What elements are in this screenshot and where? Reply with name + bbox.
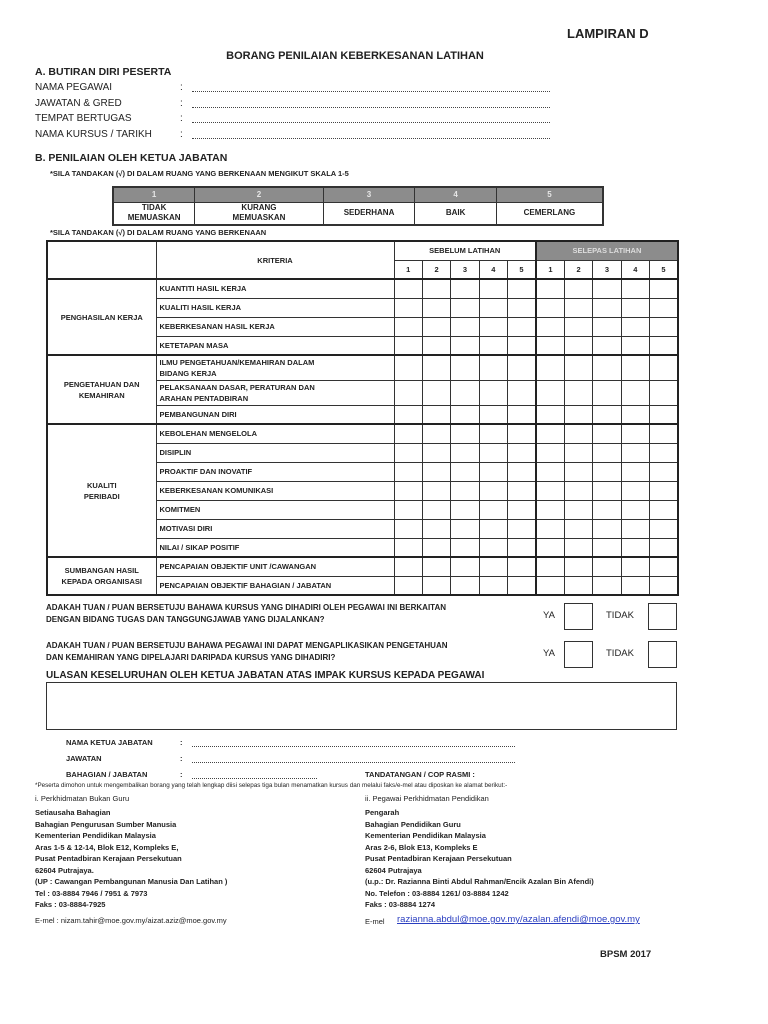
selepas-score-cell-4[interactable] [621, 557, 649, 576]
section-b-heading: B. PENILAIAN OLEH KETUA JABATAN [35, 152, 228, 164]
sebelum-score-cell-3[interactable] [451, 462, 479, 481]
field-label: TEMPAT BERTUGAS [35, 113, 132, 124]
yes-label: YA [543, 610, 555, 621]
sebelum-score-cell-4[interactable] [479, 519, 507, 538]
selepas-score-cell-1[interactable] [536, 519, 564, 538]
bahagian-field[interactable] [192, 772, 317, 779]
selepas-score-cell-3[interactable] [593, 576, 621, 595]
selepas-score-cell-4[interactable] [621, 500, 649, 519]
yes-checkbox[interactable] [564, 641, 593, 668]
sebelum-score-cell-1[interactable] [394, 279, 422, 298]
score-header: 3 [593, 260, 621, 279]
sebelum-score-cell-3[interactable] [451, 424, 479, 443]
sebelum-score-cell-5[interactable] [508, 557, 536, 576]
sebelum-score-cell-4[interactable] [479, 443, 507, 462]
selepas-score-cell-2[interactable] [564, 500, 592, 519]
criteria-cell: KUANTITI HASIL KERJA [156, 279, 394, 298]
sebelum-score-cell-2[interactable] [422, 481, 450, 500]
selepas-score-cell-4[interactable] [621, 424, 649, 443]
selepas-score-cell-4[interactable] [621, 298, 649, 317]
sebelum-score-cell-4[interactable] [479, 279, 507, 298]
selepas-score-cell-1[interactable] [536, 336, 564, 355]
sebelum-score-cell-5[interactable] [508, 380, 536, 405]
sebelum-score-cell-5[interactable] [508, 317, 536, 336]
score-header: 4 [621, 260, 649, 279]
sebelum-score-cell-2[interactable] [422, 298, 450, 317]
scale-label: BAIK [415, 202, 497, 225]
criteria-cell: PENCAPAIAN OBJEKTIF UNIT /CAWANGAN [156, 557, 394, 576]
selepas-score-cell-4[interactable] [621, 462, 649, 481]
sebelum-score-cell-5[interactable] [508, 443, 536, 462]
score-header: 5 [508, 260, 536, 279]
form-title: BORANG PENILAIAN KEBERKESANAN LATIHAN [226, 50, 484, 62]
selepas-score-cell-1[interactable] [536, 443, 564, 462]
sebelum-score-cell-5[interactable] [508, 405, 536, 424]
colon: : [180, 113, 183, 124]
sebelum-score-cell-2[interactable] [422, 538, 450, 557]
selepas-score-cell-5[interactable] [650, 500, 678, 519]
scale-label: KURANG MEMUASKAN [195, 202, 323, 225]
evaluation-table [46, 240, 679, 596]
sebelum-score-cell-3[interactable] [451, 481, 479, 500]
scale-label: SEDERHANA [323, 202, 415, 225]
selepas-score-cell-4[interactable] [621, 279, 649, 298]
sebelum-score-cell-4[interactable] [479, 298, 507, 317]
selepas-score-cell-1[interactable] [536, 576, 564, 595]
selepas-score-cell-3[interactable] [593, 519, 621, 538]
sebelum-score-cell-4[interactable] [479, 317, 507, 336]
selepas-score-cell-3[interactable] [593, 462, 621, 481]
sebelum-score-cell-4[interactable] [479, 557, 507, 576]
selepas-score-cell-3[interactable] [593, 298, 621, 317]
selepas-score-cell-2[interactable] [564, 462, 592, 481]
selepas-score-cell-1[interactable] [536, 557, 564, 576]
sebelum-score-cell-1[interactable] [394, 576, 422, 595]
selepas-score-cell-5[interactable] [650, 424, 678, 443]
footnote: *Peserta dimohon untuk mengembalikan borang yang telah lengkap diisi selepas tiga bulan menamatkan kursus dan melalui faks/e-mel atau diposkan ke alamat berikut:- [35, 782, 508, 789]
selepas-score-cell-2[interactable] [564, 279, 592, 298]
jawatan-field[interactable] [192, 756, 515, 763]
sebelum-score-cell-3[interactable] [451, 317, 479, 336]
no-checkbox[interactable] [648, 603, 677, 630]
selepas-score-cell-4[interactable] [621, 519, 649, 538]
table-row [47, 424, 678, 443]
sebelum-score-cell-1[interactable] [394, 557, 422, 576]
selepas-score-cell-1[interactable] [536, 279, 564, 298]
selepas-score-cell-4[interactable] [621, 317, 649, 336]
sebelum-score-cell-2[interactable] [422, 557, 450, 576]
selepas-score-cell-3[interactable] [593, 355, 621, 380]
selepas-score-cell-5[interactable] [650, 519, 678, 538]
selepas-score-cell-5[interactable] [650, 380, 678, 405]
criteria-cell: MOTIVASI DIRI [156, 519, 394, 538]
sebelum-score-cell-4[interactable] [479, 500, 507, 519]
email-right-label: E-mel [365, 917, 385, 926]
address-right: Pengarah Bahagian Pendidikan Guru Kementerian Pendidikan Malaysia Aras 2-6, Blok E13, Kompleks E Pusat Pentadbiran Kerajaan Persekutuan 62604 Putrajaya (u.p.: Dr. Razianna Binti Abdul Rahman/Encik Azalan Bin Afendi) No. Telefon : 03-8884 1261/ 03-8884 1242 Faks : 03-8884 1274 [365, 808, 594, 909]
selepas-score-cell-2[interactable] [564, 317, 592, 336]
selepas-score-cell-2[interactable] [564, 355, 592, 380]
criteria-cell: KEBERKESANAN KOMUNIKASI [156, 481, 394, 500]
scale-label: TIDAK MEMUASKAN [113, 202, 195, 225]
selepas-score-cell-5[interactable] [650, 557, 678, 576]
scale-label: CEMERLANG [496, 202, 603, 225]
sebelum-score-cell-3[interactable] [451, 279, 479, 298]
selepas-score-cell-4[interactable] [621, 380, 649, 405]
selepas-score-cell-5[interactable] [650, 405, 678, 424]
email-left[interactable]: E-mel : nizam.tahir@moe.gov.my/aizat.aziz@moe.gov.my [35, 916, 227, 925]
sebelum-score-cell-4[interactable] [479, 336, 507, 355]
score-header: 2 [422, 260, 450, 279]
sebelum-score-cell-5[interactable] [508, 462, 536, 481]
sebelum-score-cell-3[interactable] [451, 355, 479, 380]
ulasan-textarea[interactable] [46, 682, 677, 730]
sebelum-score-cell-2[interactable] [422, 317, 450, 336]
selepas-score-cell-5[interactable] [650, 443, 678, 462]
scale-number: 1 [113, 187, 195, 202]
sebelum-score-cell-3[interactable] [451, 405, 479, 424]
jawatan-label: JAWATAN [66, 754, 102, 763]
sebelum-score-cell-5[interactable] [508, 298, 536, 317]
selepas-score-cell-1[interactable] [536, 380, 564, 405]
table-row [47, 279, 678, 298]
sebelum-score-cell-3[interactable] [451, 298, 479, 317]
scale-number: 4 [415, 187, 497, 202]
score-header: 3 [451, 260, 479, 279]
field-input[interactable] [192, 115, 550, 123]
sebelum-score-cell-5[interactable] [508, 279, 536, 298]
selepas-score-cell-2[interactable] [564, 298, 592, 317]
selepas-score-cell-3[interactable] [593, 557, 621, 576]
no-checkbox[interactable] [648, 641, 677, 668]
yes-checkbox[interactable] [564, 603, 593, 630]
criteria-cell: PROAKTIF DAN INOVATIF [156, 462, 394, 481]
sebelum-score-cell-2[interactable] [422, 500, 450, 519]
sebelum-score-cell-4[interactable] [479, 538, 507, 557]
selepas-score-cell-4[interactable] [621, 405, 649, 424]
criteria-cell: PENCAPAIAN OBJEKTIF BAHAGIAN / JABATAN [156, 576, 394, 595]
selepas-latihan-header: SELEPAS LATIHAN [536, 241, 678, 260]
sebelum-latihan-header: SEBELUM LATIHAN [394, 241, 536, 260]
sebelum-score-cell-1[interactable] [394, 519, 422, 538]
selepas-score-cell-4[interactable] [621, 355, 649, 380]
category-cell: KUALITI PERIBADI [47, 424, 156, 557]
criteria-cell: ILMU PENGETAHUAN/KEMAHIRAN DALAM BIDANG KERJA [156, 355, 394, 380]
selepas-score-cell-1[interactable] [536, 538, 564, 557]
selepas-score-cell-4[interactable] [621, 336, 649, 355]
sebelum-score-cell-1[interactable] [394, 380, 422, 405]
category-cell: SUMBANGAN HASIL KEPADA ORGANISASI [47, 557, 156, 595]
kriteria-header: KRITERIA [156, 241, 394, 279]
table-row [47, 557, 678, 576]
sebelum-score-cell-2[interactable] [422, 336, 450, 355]
colon: : [180, 128, 183, 140]
annex-label: LAMPIRAN D [567, 26, 649, 41]
sebelum-score-cell-3[interactable] [451, 557, 479, 576]
criteria-cell: KEBOLEHAN MENGELOLA [156, 424, 394, 443]
selepas-score-cell-4[interactable] [621, 576, 649, 595]
selepas-score-cell-5[interactable] [650, 462, 678, 481]
selepas-score-cell-2[interactable] [564, 405, 592, 424]
sebelum-score-cell-3[interactable] [451, 519, 479, 538]
sebelum-score-cell-1[interactable] [394, 298, 422, 317]
criteria-cell: KOMITMEN [156, 500, 394, 519]
selepas-score-cell-3[interactable] [593, 424, 621, 443]
selepas-score-cell-4[interactable] [621, 443, 649, 462]
selepas-score-cell-5[interactable] [650, 538, 678, 557]
nama-ketua-field[interactable] [192, 740, 515, 747]
score-header: 1 [536, 260, 564, 279]
colon: : [180, 770, 183, 779]
sebelum-score-cell-5[interactable] [508, 424, 536, 443]
selepas-score-cell-2[interactable] [564, 557, 592, 576]
sebelum-score-cell-3[interactable] [451, 576, 479, 595]
criteria-cell: PELAKSANAAN DASAR, PERATURAN DAN ARAHAN PENTADBIRAN [156, 380, 394, 405]
selepas-score-cell-4[interactable] [621, 481, 649, 500]
sebelum-score-cell-5[interactable] [508, 519, 536, 538]
field-input[interactable] [192, 131, 550, 139]
sebelum-score-cell-5[interactable] [508, 336, 536, 355]
sebelum-score-cell-4[interactable] [479, 462, 507, 481]
sebelum-score-cell-1[interactable] [394, 538, 422, 557]
sebelum-score-cell-4[interactable] [479, 576, 507, 595]
sebelum-score-cell-5[interactable] [508, 576, 536, 595]
selepas-score-cell-5[interactable] [650, 298, 678, 317]
table-instruction: *SILA TANDAKAN (√) DI DALAM RUANG YANG BERKENAAN [50, 228, 267, 237]
sebelum-score-cell-1[interactable] [394, 336, 422, 355]
criteria-cell: NILAI / SIKAP POSITIF [156, 538, 394, 557]
selepas-score-cell-2[interactable] [564, 576, 592, 595]
sebelum-score-cell-3[interactable] [451, 443, 479, 462]
table-row [47, 355, 678, 380]
sebelum-score-cell-3[interactable] [451, 336, 479, 355]
selepas-score-cell-3[interactable] [593, 538, 621, 557]
sebelum-score-cell-4[interactable] [479, 424, 507, 443]
sebelum-score-cell-5[interactable] [508, 538, 536, 557]
no-label: TIDAK [606, 610, 634, 621]
sebelum-score-cell-1[interactable] [394, 424, 422, 443]
nama-ketua-label: NAMA KETUA JABATAN [66, 738, 153, 747]
selepas-score-cell-2[interactable] [564, 519, 592, 538]
sebelum-score-cell-2[interactable] [422, 576, 450, 595]
form-code: BPSM 2017 [600, 949, 652, 960]
sebelum-score-cell-4[interactable] [479, 355, 507, 380]
sebelum-score-cell-4[interactable] [479, 405, 507, 424]
yes-label: YA [543, 648, 555, 659]
sebelum-score-cell-4[interactable] [479, 481, 507, 500]
criteria-cell: KUALITI HASIL KERJA [156, 298, 394, 317]
sebelum-score-cell-2[interactable] [422, 279, 450, 298]
colon: : [180, 97, 183, 109]
criteria-cell: PEMBANGUNAN DIRI [156, 405, 394, 424]
category-header [47, 241, 156, 279]
selepas-score-cell-2[interactable] [564, 336, 592, 355]
sebelum-score-cell-5[interactable] [508, 355, 536, 380]
ulasan-heading: ULASAN KESELURUHAN OLEH KETUA JABATAN ATAS IMPAK KURSUS KEPADA PEGAWAI [46, 670, 485, 681]
sebelum-score-cell-2[interactable] [422, 424, 450, 443]
category-cell: PENGETAHUAN DAN KEMAHIRAN [47, 355, 156, 424]
selepas-score-cell-5[interactable] [650, 279, 678, 298]
selepas-score-cell-1[interactable] [536, 481, 564, 500]
selepas-score-cell-3[interactable] [593, 279, 621, 298]
selepas-score-cell-3[interactable] [593, 405, 621, 424]
sebelum-score-cell-1[interactable] [394, 405, 422, 424]
criteria-cell: KEBERKESANAN HASIL KERJA [156, 317, 394, 336]
selepas-score-cell-3[interactable] [593, 336, 621, 355]
score-header: 1 [394, 260, 422, 279]
selepas-score-cell-5[interactable] [650, 317, 678, 336]
field-label: NAMA PEGAWAI [35, 82, 113, 93]
score-header: 4 [479, 260, 507, 279]
sebelum-score-cell-2[interactable] [422, 380, 450, 405]
selepas-score-cell-2[interactable] [564, 443, 592, 462]
sebelum-score-cell-1[interactable] [394, 462, 422, 481]
selepas-score-cell-1[interactable] [536, 405, 564, 424]
selepas-score-cell-2[interactable] [564, 538, 592, 557]
field-input[interactable] [192, 84, 550, 92]
selepas-score-cell-1[interactable] [536, 424, 564, 443]
scale-instruction: *SILA TANDAKAN (√) DI DALAM RUANG YANG BERKENAAN MENGIKUT SKALA 1-5 [50, 169, 349, 178]
sebelum-score-cell-2[interactable] [422, 405, 450, 424]
field-label: JAWATAN & GRED [35, 97, 122, 109]
scale-number: 3 [323, 187, 415, 202]
selepas-score-cell-3[interactable] [593, 481, 621, 500]
sebelum-score-cell-2[interactable] [422, 443, 450, 462]
selepas-score-cell-5[interactable] [650, 336, 678, 355]
rating-scale-table [112, 186, 604, 226]
question-text: ADAKAH TUAN / PUAN BERSETUJU BAHAWA KURSUS YANG DIHADIRI OLEH PEGAWAI INI BERKAITAN DENGAN BIDANG TUGAS DAN TANGGUNGJAWAB YANG DIJALANKAN? [46, 603, 447, 624]
score-header: 5 [650, 260, 678, 279]
email-right-link[interactable]: razianna.abdul@moe.gov.my/azalan.afendi@moe.gov.my [397, 914, 640, 925]
criteria-cell: DISIPLIN [156, 443, 394, 462]
selepas-score-cell-1[interactable] [536, 462, 564, 481]
selepas-score-cell-1[interactable] [536, 355, 564, 380]
selepas-score-cell-5[interactable] [650, 355, 678, 380]
selepas-score-cell-2[interactable] [564, 424, 592, 443]
sebelum-score-cell-5[interactable] [508, 500, 536, 519]
section-a-heading: A. BUTIRAN DIRI PESERTA [35, 66, 172, 78]
colon: : [180, 82, 183, 93]
selepas-score-cell-1[interactable] [536, 500, 564, 519]
category-cell: PENGHASILAN KERJA [47, 279, 156, 355]
sebelum-score-cell-1[interactable] [394, 355, 422, 380]
selepas-score-cell-4[interactable] [621, 538, 649, 557]
selepas-score-cell-3[interactable] [593, 317, 621, 336]
scale-number: 5 [496, 187, 603, 202]
selepas-score-cell-3[interactable] [593, 380, 621, 405]
selepas-score-cell-2[interactable] [564, 380, 592, 405]
sebelum-score-cell-3[interactable] [451, 538, 479, 557]
sebelum-score-cell-1[interactable] [394, 317, 422, 336]
scale-number: 2 [195, 187, 323, 202]
criteria-cell: KETETAPAN MASA [156, 336, 394, 355]
colon: : [180, 738, 183, 747]
sebelum-score-cell-1[interactable] [394, 443, 422, 462]
selepas-score-cell-3[interactable] [593, 443, 621, 462]
address-left-heading: i. Perkhidmatan Bukan Guru [35, 794, 130, 803]
address-right-heading: ii. Pegawai Perkhidmatan Pendidikan [365, 794, 489, 803]
sebelum-score-cell-1[interactable] [394, 500, 422, 519]
selepas-score-cell-1[interactable] [536, 317, 564, 336]
selepas-score-cell-3[interactable] [593, 500, 621, 519]
sebelum-score-cell-2[interactable] [422, 519, 450, 538]
sebelum-score-cell-1[interactable] [394, 481, 422, 500]
sebelum-score-cell-2[interactable] [422, 355, 450, 380]
sebelum-score-cell-2[interactable] [422, 462, 450, 481]
no-label: TIDAK [606, 648, 634, 659]
signature-label: TANDATANGAN / COP RASMI : [365, 770, 475, 779]
selepas-score-cell-5[interactable] [650, 481, 678, 500]
score-header: 2 [564, 260, 592, 279]
sebelum-score-cell-3[interactable] [451, 500, 479, 519]
field-input[interactable] [192, 100, 550, 108]
selepas-score-cell-1[interactable] [536, 298, 564, 317]
field-label: NAMA KURSUS / TARIKH [35, 128, 152, 140]
sebelum-score-cell-3[interactable] [451, 380, 479, 405]
colon: : [180, 754, 183, 763]
question-text: ADAKAH TUAN / PUAN BERSETUJU BAHAWA PEGAWAI INI DAPAT MENGAPLIKASIKAN PENGETAHUAN DAN KEMAHIRAN YANG DIPELAJARI DARIPADA KURSUS YANG DIHADIRI? [46, 641, 448, 662]
selepas-score-cell-5[interactable] [650, 576, 678, 595]
selepas-score-cell-2[interactable] [564, 481, 592, 500]
sebelum-score-cell-5[interactable] [508, 481, 536, 500]
bahagian-label: BAHAGIAN / JABATAN [66, 770, 148, 779]
sebelum-score-cell-4[interactable] [479, 380, 507, 405]
address-left: Setiausaha Bahagian Bahagian Pengurusan Sumber Manusia Kementerian Pendidikan Malaysia Aras 1-5 & 12-14, Blok E12, Kompleks E, Pusat Pentadbiran Kerajaan Persekutuan 62604 Putrajaya. (UP : Cawangan Pembangunan Manusia Dan Latihan ) Tel : 03-8884 7946 / 7951 & 7973 Faks : 03-8884-7925 [35, 808, 228, 909]
